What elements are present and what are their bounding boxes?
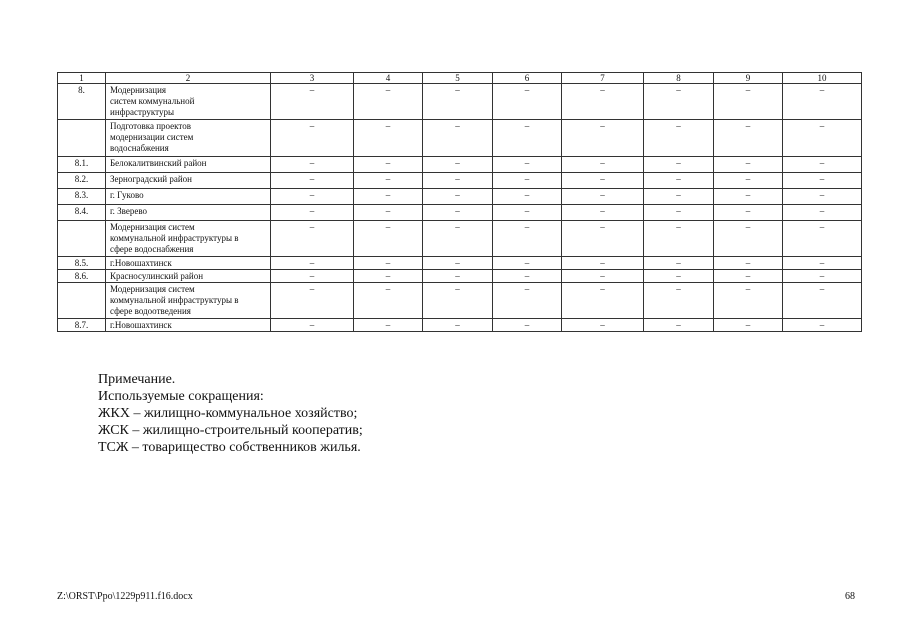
row-number [58, 120, 106, 157]
note-block [98, 371, 363, 456]
row-value: – [644, 257, 714, 270]
note-subtitle: Используемые сокращения: [98, 389, 264, 404]
row-value: – [271, 257, 354, 270]
row-value: – [644, 205, 714, 221]
row-value: – [644, 120, 714, 157]
row-name: Красносулинский район [106, 270, 271, 283]
row-value: – [783, 84, 862, 120]
row-value: – [354, 205, 423, 221]
row-value: – [493, 283, 562, 319]
row-value: – [562, 84, 644, 120]
note-line: ТСЖ – товарищество собственников жилья. [98, 440, 361, 455]
table-row [58, 157, 862, 173]
row-number: 8.2. [58, 173, 106, 189]
row-value: – [714, 221, 783, 257]
row-value: – [493, 189, 562, 205]
row-value: – [783, 157, 862, 173]
header-cell: 5 [423, 73, 493, 84]
row-value: – [354, 173, 423, 189]
row-value: – [271, 84, 354, 120]
row-value: – [714, 319, 783, 332]
row-value: – [562, 205, 644, 221]
table-header-row [58, 73, 862, 84]
row-number [58, 221, 106, 257]
row-value: – [354, 120, 423, 157]
row-value: – [644, 221, 714, 257]
row-name: Зерноградский район [106, 173, 271, 189]
row-value: – [423, 120, 493, 157]
row-value: – [783, 283, 862, 319]
row-value: – [271, 205, 354, 221]
table-row [58, 319, 862, 332]
row-value: – [783, 270, 862, 283]
row-number: 8.6. [58, 270, 106, 283]
row-value: – [423, 205, 493, 221]
row-value: – [493, 319, 562, 332]
table-row [58, 173, 862, 189]
row-value: – [783, 319, 862, 332]
data-table [57, 72, 862, 332]
row-value: – [714, 283, 783, 319]
row-value: – [714, 173, 783, 189]
row-number: 8. [58, 84, 106, 120]
row-name: Модернизация систем коммунальной инфраструктуры в сфере водоснабжения [106, 221, 271, 257]
row-value: – [493, 120, 562, 157]
row-value: – [644, 189, 714, 205]
row-value: – [271, 221, 354, 257]
note-line: ЖСК – жилищно-строительный кооператив; [98, 423, 363, 438]
row-value: – [354, 257, 423, 270]
page-number: 68 [845, 591, 855, 602]
row-value: – [354, 157, 423, 173]
row-value: – [423, 319, 493, 332]
row-name: г.Новошахтинск [106, 319, 271, 332]
row-value: – [783, 257, 862, 270]
row-value: – [783, 205, 862, 221]
row-value: – [423, 283, 493, 319]
table-row [58, 205, 862, 221]
row-value: – [271, 173, 354, 189]
row-value: – [562, 120, 644, 157]
row-value: – [783, 120, 862, 157]
row-value: – [493, 257, 562, 270]
row-value: – [271, 319, 354, 332]
row-number: 8.5. [58, 257, 106, 270]
row-name: г.Новошахтинск [106, 257, 271, 270]
row-value: – [493, 173, 562, 189]
row-name: Подготовка проектов модернизации систем водоснабжения [106, 120, 271, 157]
row-name: г. Зверево [106, 205, 271, 221]
row-value: – [562, 157, 644, 173]
header-cell: 10 [783, 73, 862, 84]
table-row [58, 84, 862, 120]
row-value: – [423, 189, 493, 205]
row-value: – [354, 319, 423, 332]
row-number: 8.4. [58, 205, 106, 221]
header-cell: 1 [58, 73, 106, 84]
row-value: – [714, 205, 783, 221]
row-value: – [354, 270, 423, 283]
row-value: – [271, 189, 354, 205]
row-name: г. Гуково [106, 189, 271, 205]
row-value: – [562, 319, 644, 332]
table-row [58, 270, 862, 283]
row-value: – [271, 270, 354, 283]
row-value: – [493, 84, 562, 120]
row-value: – [354, 283, 423, 319]
row-value: – [562, 283, 644, 319]
row-value: – [354, 221, 423, 257]
row-value: – [493, 221, 562, 257]
row-number: 8.7. [58, 319, 106, 332]
row-name: Модернизация систем коммунальной инфраструктуры в сфере водоотведения [106, 283, 271, 319]
table-row [58, 283, 862, 319]
row-value: – [644, 270, 714, 283]
row-value: – [783, 173, 862, 189]
row-value: – [271, 283, 354, 319]
row-number: 8.1. [58, 157, 106, 173]
header-cell: 6 [493, 73, 562, 84]
header-cell: 7 [562, 73, 644, 84]
note-title: Примечание. [98, 372, 176, 387]
note-line: ЖКХ – жилищно-коммунальное хозяйство; [98, 406, 358, 421]
row-value: – [714, 120, 783, 157]
row-value: – [423, 257, 493, 270]
row-value: – [271, 120, 354, 157]
row-value: – [354, 84, 423, 120]
table-row [58, 257, 862, 270]
row-value: – [714, 157, 783, 173]
row-value: – [644, 173, 714, 189]
table-row [58, 221, 862, 257]
row-value: – [423, 270, 493, 283]
row-value: – [354, 189, 423, 205]
row-value: – [423, 157, 493, 173]
row-value: – [644, 84, 714, 120]
row-value: – [714, 257, 783, 270]
row-value: – [493, 157, 562, 173]
table-row [58, 120, 862, 157]
row-value: – [783, 189, 862, 205]
table-row [58, 189, 862, 205]
row-value: – [493, 270, 562, 283]
row-value: – [562, 221, 644, 257]
header-cell: 3 [271, 73, 354, 84]
row-value: – [562, 270, 644, 283]
row-value: – [423, 84, 493, 120]
row-value: – [783, 221, 862, 257]
row-value: – [714, 270, 783, 283]
footer-file-path: Z:\ORST\Ppo\1229p911.f16.docx [57, 591, 193, 602]
row-number: 8.3. [58, 189, 106, 205]
row-value: – [714, 84, 783, 120]
row-value: – [423, 221, 493, 257]
header-cell: 2 [106, 73, 271, 84]
header-cell: 9 [714, 73, 783, 84]
row-value: – [644, 283, 714, 319]
row-name: Модернизация систем коммунальной инфраструктуры [106, 84, 271, 120]
row-value: – [644, 319, 714, 332]
row-value: – [562, 189, 644, 205]
row-value: – [562, 173, 644, 189]
row-value: – [423, 173, 493, 189]
header-cell: 8 [644, 73, 714, 84]
row-value: – [493, 205, 562, 221]
row-value: – [271, 157, 354, 173]
header-cell: 4 [354, 73, 423, 84]
row-value: – [714, 189, 783, 205]
row-number [58, 283, 106, 319]
row-value: – [562, 257, 644, 270]
row-value: – [644, 157, 714, 173]
row-name: Белокалитвинский район [106, 157, 271, 173]
